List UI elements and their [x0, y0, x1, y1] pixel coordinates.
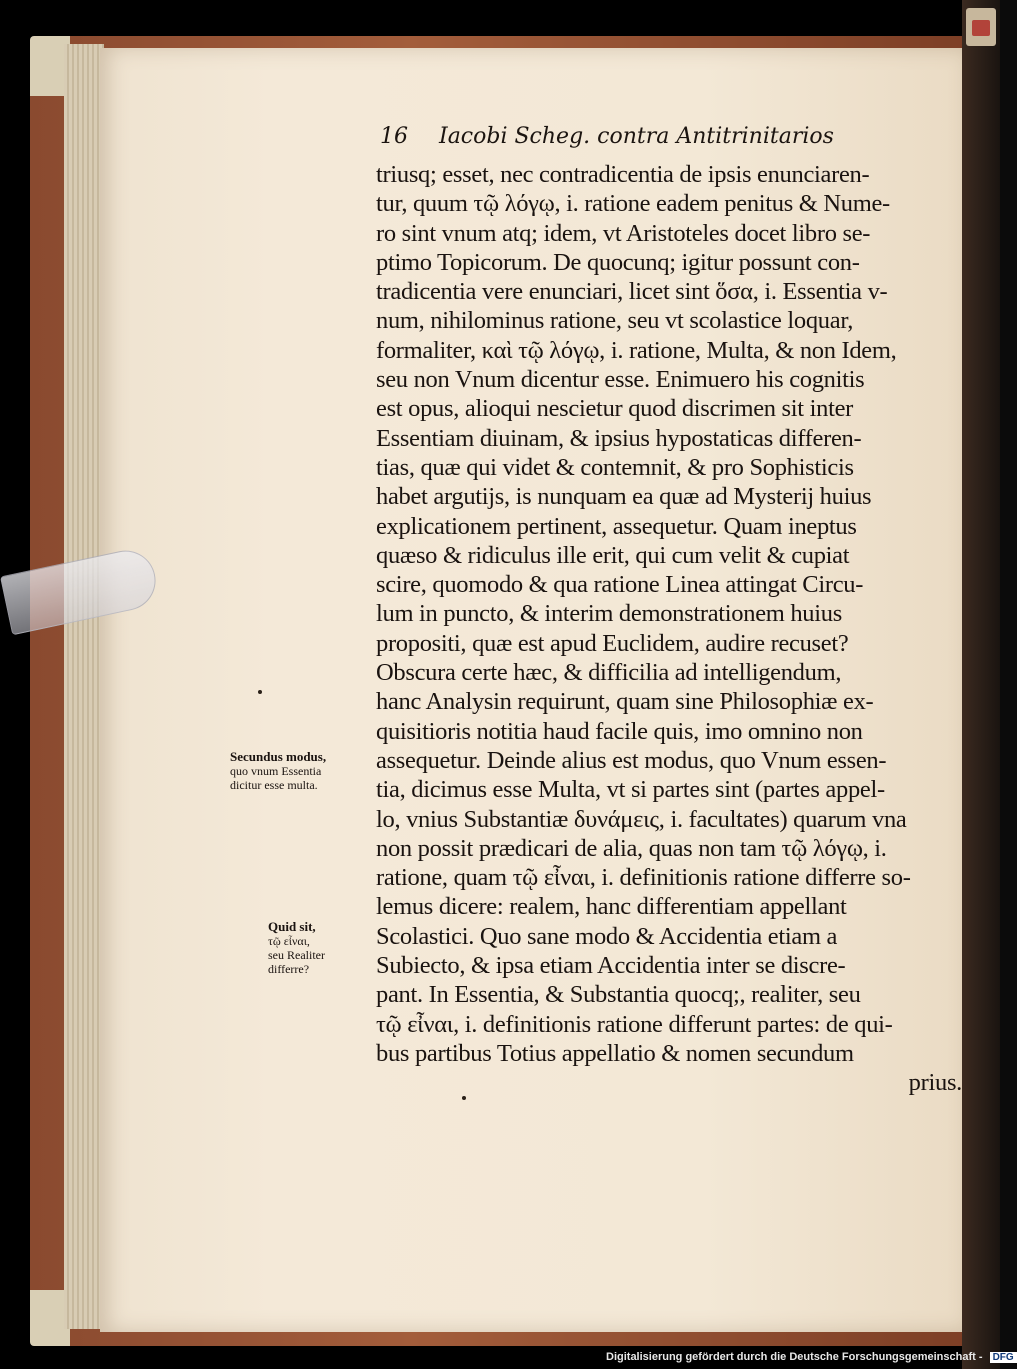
text-line: tur, quum τῷ λόγῳ, i. ratione eadem penitus & Nume-	[376, 190, 890, 218]
page-number: 16	[380, 124, 408, 149]
text-line: ro sint vnum atq; idem, vt Aristoteles docet libro se-	[376, 219, 871, 247]
text-line: Obscura certe hæc, & difficilia ad intelligendum,	[376, 659, 842, 687]
text-line: tia, dicimus esse Multa, vt si partes sint (partes appel-	[376, 776, 885, 804]
margin-note-line: τῷ εἶναι,	[268, 934, 310, 948]
running-title: Iacobi Scheg. contra Antitrinitarios	[439, 124, 834, 149]
credit-text: Digitalisierung gefördert durch die Deutsche Forschungsgemeinschaft -	[606, 1351, 983, 1363]
margin-note-line: dicitur esse multa.	[230, 778, 318, 792]
text-line: ptimo Topicorum. De quocunq; igitur possunt con-	[376, 248, 860, 276]
text-line: lum in puncto, & interim demonstrationem huius	[376, 600, 842, 628]
text-line: tradicentia vere enunciari, licet sint ὅσα, i. Essentia v-	[376, 278, 888, 306]
margin-note-line: differre?	[268, 962, 310, 976]
text-line: lemus dicere: realem, hanc differentiam appellant	[376, 893, 847, 921]
text-line: quæso & ridiculus ille erit, qui cum velit & cupiat	[376, 541, 850, 569]
bookmark-shape	[0, 545, 161, 635]
digitization-credit	[606, 1351, 1014, 1367]
running-head	[380, 124, 880, 158]
text-line: habet argutijs, is nunquam ea quæ ad Mysterij huius	[376, 483, 872, 511]
margin-note-line: seu Realiter	[268, 948, 325, 962]
margin-note-line: Secundus modus,	[230, 749, 327, 764]
text-line: ratione, quam τῷ εἶναι, i. definitionis ratione differre so-	[376, 864, 911, 892]
ribbon-marker	[972, 20, 990, 36]
text-line: Scolastici. Quo sane modo & Accidentia etiam a	[376, 922, 838, 950]
text-line: pant. In Essentia, & Substantia quocq;, realiter, seu	[376, 981, 861, 1009]
text-line: quisitioris notitia haud facile quis, imo omnino non	[376, 717, 863, 745]
text-line: tias, quæ qui videt & contemnit, & pro Sophisticis	[376, 453, 854, 481]
ink-dot	[462, 1096, 466, 1100]
text-line: scire, quomodo & qua ratione Linea attingat Circu-	[376, 571, 864, 599]
text-line: seu non Vnum dicentur esse. Enimuero his cognitis	[376, 366, 865, 394]
dfg-logo: DFG	[990, 1352, 1017, 1363]
text-line: triusq; esset, nec contradicentia de ipsis enunciaren-	[376, 161, 870, 188]
page-edges	[64, 44, 104, 1329]
text-line: Subiecto, & ipsa etiam Accidentia inter se discre-	[376, 952, 846, 980]
margin-note-1	[230, 750, 370, 792]
margin-note-line: Quid sit,	[268, 919, 316, 934]
text-line: num, nihilominus ratione, seu vt scolastice loquar,	[376, 307, 854, 335]
book-spine	[962, 0, 1000, 1369]
text-line: est opus, alioqui nescietur quod discrimen sit inter	[376, 395, 854, 423]
ink-dot	[258, 690, 262, 694]
text-line: propositi, quæ est apud Euclidem, audire recuset?	[376, 629, 849, 657]
text-line: bus partibus Totius appellatio & nomen secundum	[376, 1039, 854, 1067]
text-line: hanc Analysin requirunt, quam sine Philosophiæ ex-	[376, 688, 874, 716]
catchword: prius.	[908, 1069, 962, 1097]
text-line: formaliter, καὶ τῷ λόγῳ, i. ratione, Multa, & non Idem,	[376, 336, 897, 364]
margin-note-line: quo vnum Essentia	[230, 764, 322, 778]
text-line: non possit prædicari de alia, quas non tam τῷ λόγῳ, i.	[376, 834, 887, 862]
main-text	[376, 160, 962, 1098]
margin-note-2	[268, 920, 368, 976]
text-line: τῷ εἶναι, i. definitionis ratione differunt partes: de qui-	[376, 1010, 893, 1038]
text-line: lo, vnius Substantiæ δυνάμεις, i. facultates) quarum vna	[376, 805, 907, 833]
text-line: explicationem pertinent, assequetur. Quam ineptus	[376, 512, 857, 540]
text-line: assequetur. Deinde alius est modus, quo Vnum essen-	[376, 746, 887, 774]
text-line: Essentiam diuinam, & ipsius hypostaticas differen-	[376, 424, 862, 452]
